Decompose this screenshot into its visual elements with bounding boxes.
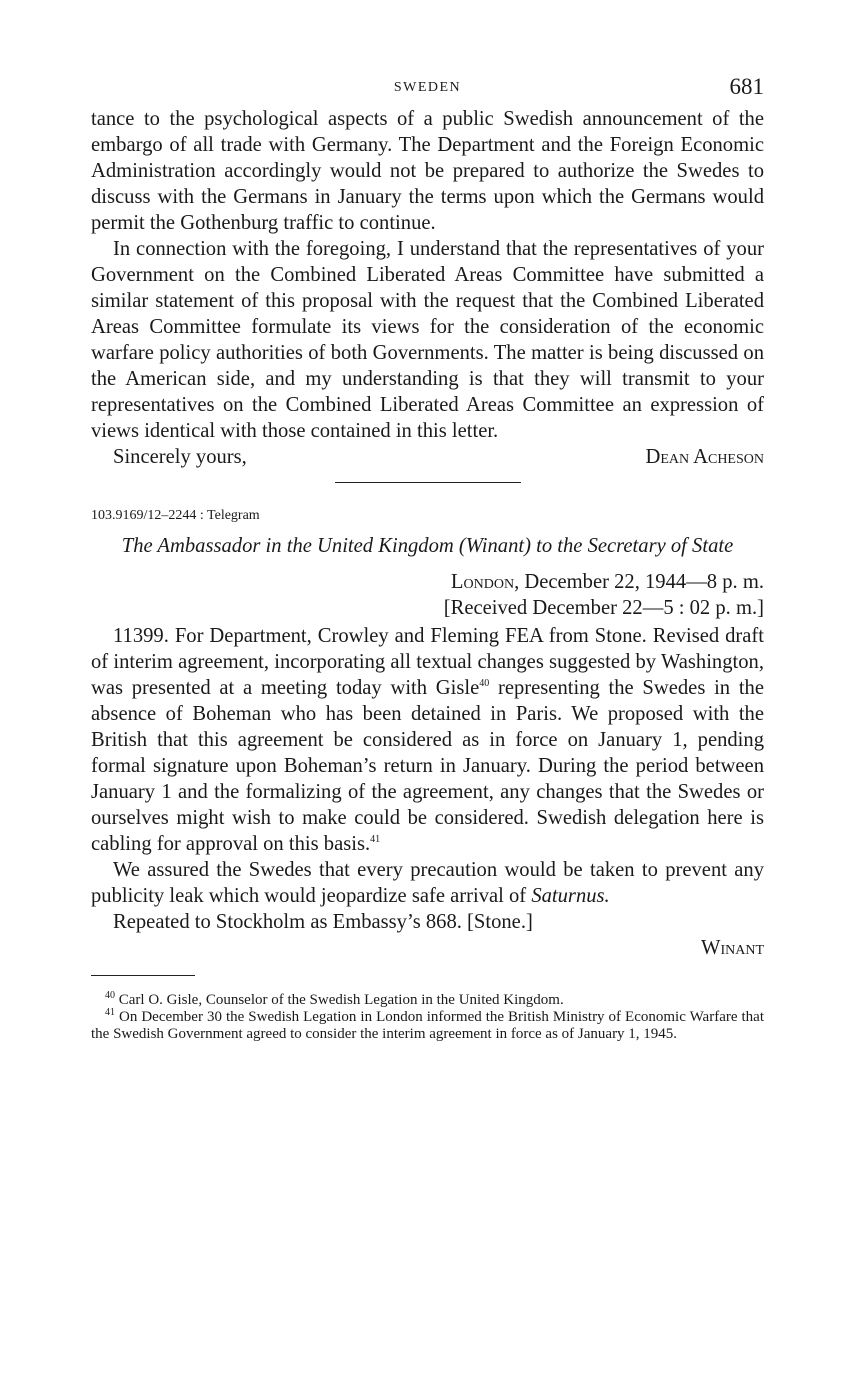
received-line: [Received December 22—5 : 02 p. m.] <box>443 597 764 619</box>
letter-paragraph-2: In connection with the foregoing, I understand that the representatives of your Government on the Combined Liberated Areas Committee have submitted a similar statement of this proposal with the request that the Combined Liberated Areas Committee formulate its views for the consideration of the economic warfare policy authorities of both Governments. The matter is being discussed on the American side, and my understanding is that they will transmit to your representatives on the Combined Liberated Areas Committee an expression of views identical with those contained in this letter. <box>91 238 764 442</box>
telegram-paragraph-1-part-a: 11399. For Department, Crowley and Fleming FEA from Stone. Revised draft of interim agreement, incorporating all textual changes suggested by Washington, was presented at a meeting today with Gisle <box>91 625 764 699</box>
footnote-ref-40: 40 <box>479 678 490 690</box>
document-page <box>91 72 764 1043</box>
section-divider <box>335 482 521 483</box>
dateline-date: , December 22, 1944—8 p. m. <box>514 571 764 593</box>
footnote-40-text: Carl O. Gisle, Counselor of the Swedish Legation in the United Kingdom. <box>115 992 564 1008</box>
dateline-place: London <box>450 571 515 593</box>
closing-salutation: Sincerely yours, <box>113 446 247 468</box>
page-number: 681 <box>729 74 764 99</box>
telegram-paragraph-2-text: We assured the Swedes that every precaution would be taken to prevent any publicity leak which would jeopardize safe arrival of <box>91 859 764 907</box>
letter-signature: Dean Acheson <box>645 446 764 468</box>
telegram-paragraph-3: Repeated to Stockholm as Embassy’s 868. [Stone.] <box>113 911 533 933</box>
telegram-paragraph-1-part-b: representing the Swedes in the absence of Boheman who has been detained in Paris. We proposed with the British that this agreement be considered as in force on January 1, pending formal signature upon Boheman’s return in January. During the period between January 1 and the formalizing of the agreement, any changes that the Swedes or ourselves might wish to make could be considered. Swedish delegation here is cabling for approval on this basis. <box>91 677 764 855</box>
running-head <box>91 72 764 106</box>
ship-name: Saturnus. <box>531 885 610 907</box>
footnote-divider <box>91 975 195 976</box>
footnote-40 <box>91 992 764 1009</box>
telegram-title: The Ambassador in the United Kingdom (Winant) to the Secretary of State <box>121 535 734 557</box>
footnote-41-text: On December 30 the Swedish Legation in London informed the British Ministry of Economic Warfare that the Swedish Government agreed to consider the interim agreement in force as of January 1, 1945. <box>91 1009 764 1042</box>
telegram-paragraph-1 <box>91 623 764 857</box>
footnote-41-number: 41 <box>105 1007 115 1018</box>
telegram-signature: Winant <box>701 937 764 959</box>
footnote-41 <box>91 1009 764 1043</box>
file-reference: 103.9169/12–2244 : Telegram <box>91 508 260 523</box>
footnote-40-number: 40 <box>105 990 115 1001</box>
letter-closing <box>91 444 764 470</box>
letter-paragraph-1: tance to the psychological aspects of a public Swedish announcement of the embargo of all trade with Germany. The Department and the Foreign Economic Administration accordingly would not be prepared to authorize the Swedes to discuss with the Germans in January the terms upon which the Germans would permit the Gothenburg traffic to continue. <box>91 108 764 234</box>
running-title: SWEDEN <box>393 80 462 95</box>
footnotes <box>91 992 764 1043</box>
dateline <box>91 569 764 595</box>
footnote-ref-41: 41 <box>370 834 381 846</box>
telegram-paragraph-2 <box>91 857 764 909</box>
